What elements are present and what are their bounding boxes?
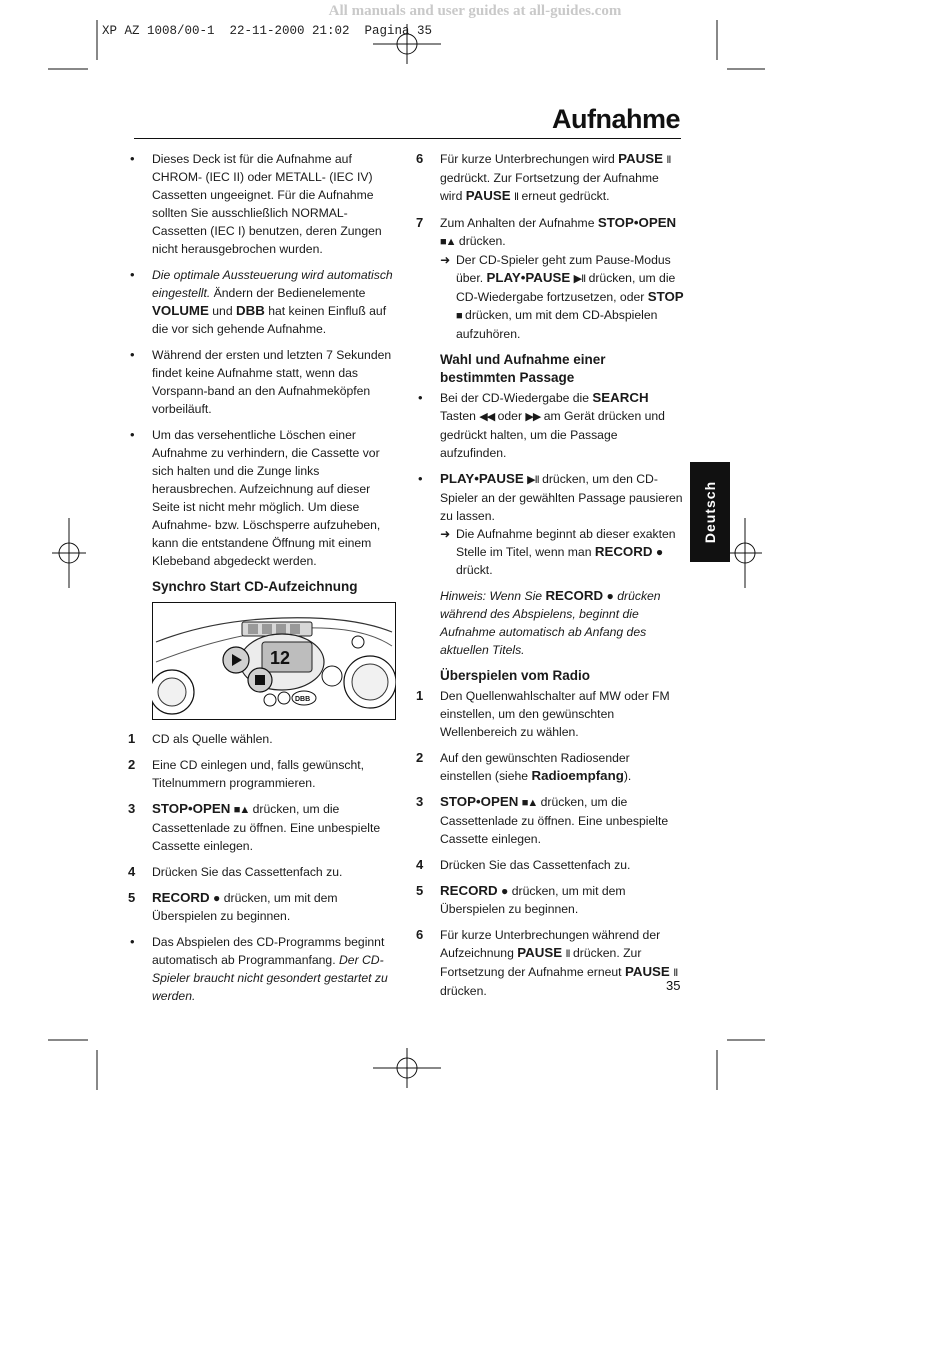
step-number: 5 (416, 883, 424, 898)
step-text: CD als Quelle wählen. (152, 732, 273, 746)
key-dbb: DBB (236, 303, 265, 318)
key-stop: STOP (647, 289, 684, 304)
bullet-text: drücken, um den CD-Spieler an der gewählten Passage pausieren zu lassen. (440, 472, 683, 523)
step-text: ). (623, 769, 632, 783)
print-slug: XP AZ 1008/00-1 22-11-2000 21:02 Pagina 35 (102, 24, 433, 38)
key-stop-open: STOP•OPEN (152, 801, 231, 816)
bullet-text: oder (494, 409, 526, 423)
step-text: drücken, um die Cassettenlade zu öffnen. Eine unbespielte Cassette einlegen. (440, 795, 669, 846)
list-item (416, 470, 684, 579)
step-item (416, 856, 684, 874)
step-number: 1 (416, 688, 424, 703)
step-item (416, 150, 684, 206)
key-pause: PAUSE (517, 945, 563, 960)
bullet-text: Bei der CD-Wiedergabe die (440, 391, 593, 405)
key-pause: PAUSE (624, 964, 670, 979)
bullet-marker: • (418, 390, 423, 405)
step-text: drücken, um mit dem Überspielen zu beginnen. (440, 884, 626, 916)
bullet-text: Um das versehentliche Löschen einer Aufnahme zu verhindern, die Cassette vor sich halten und die Zunge links herausbrechen. Aufzeichnung auf dieser Seite ist nicht mehr möglich. Um diese Aufnahme- bzw. Löschsperre aufzuheben, kann die entstandene Öffnung mit einem Klebeband abgedeckt werden. (152, 428, 381, 568)
section-heading-synchro: Synchro Start CD-Aufzeichnung (152, 579, 358, 594)
key-search: SEARCH (592, 390, 649, 405)
key-record: RECORD (152, 890, 210, 905)
step-text: gedrückt. Zur Fortsetzung der Aufnahme wird (440, 171, 659, 203)
step-item (416, 793, 684, 848)
stop-eject-icon: ■▲ (521, 797, 538, 809)
step-number: 2 (416, 750, 424, 765)
result-text: Der CD-Spieler geht zum Pause-Modus über. (456, 253, 671, 285)
stop-eject-icon: ■▲ (440, 236, 456, 248)
step-item (416, 749, 684, 785)
language-tab-label: Deutsch (702, 480, 718, 544)
result-text: drückt. (456, 563, 493, 577)
stop-icon: ■ (456, 310, 462, 322)
key-pause: PAUSE (465, 188, 511, 203)
bullet-text: am Gerät drücken und gedrückt halten, um die Passage aufzufinden. (440, 409, 665, 460)
step-text: Für kurze Unterbrechungen wird (440, 152, 619, 166)
list-item (416, 389, 684, 462)
bullet-text: Während der ersten und letzten 7 Sekunden findet keine Aufnahme statt, wenn das Vorspann-band an den Aufnahmeköpfen vorbeiläuft. (152, 348, 392, 416)
watermark: All manuals and user guides at all-guides.com (328, 3, 622, 19)
step-text: Drücken Sie das Cassettenfach zu. (440, 858, 631, 872)
stop-eject-icon: ■▲ (233, 804, 250, 816)
page-title: Aufnahme (551, 104, 680, 134)
step-text: erneut gedrückt. (518, 189, 610, 203)
search-forward-icon: ▶▶ (525, 411, 541, 423)
step-number: 3 (128, 801, 136, 816)
step-number: 4 (128, 864, 136, 879)
step-text: drücken. Zur Fortsetzung der Aufnahme erneut (440, 946, 642, 979)
result-note (440, 251, 684, 343)
right-column (416, 150, 684, 1008)
step-text: Auf den gewünschten Radiosender einstellen (siehe (440, 751, 630, 783)
step-item (128, 889, 396, 925)
hint-text: Hinweis: Wenn Sie (440, 589, 546, 603)
hint-text: drücken während des Abspielens, beginnt die Aufnahme automatisch ab Anfang des aktuellen Titels. (440, 589, 661, 657)
key-play-pause: PLAY•PAUSE (486, 270, 571, 285)
record-icon: ● (655, 545, 664, 559)
bullet-text: Ändern der Bedienelemente (210, 286, 366, 300)
step-text: Zum Anhalten der Aufnahme (440, 216, 598, 230)
bullet-text: Dieses Deck ist für die Aufnahme auf CHROM- (IEC II) oder METALL- (IEC IV) Cassetten ungeeignet. Für die Aufnahme sollten Sie ausschließlich NORMAL-Cassetten (IEC I) benutzen, deren Zungen nicht herausgebrochen wurden. (152, 152, 382, 256)
left-column (128, 150, 396, 1013)
key-record: RECORD (594, 544, 653, 559)
step-number: 4 (416, 857, 424, 872)
bullet-text: Tasten (440, 409, 480, 423)
list-item (128, 266, 396, 338)
record-icon: ● (606, 589, 614, 603)
list-item (128, 150, 396, 258)
section-heading-passage: Wahl und Aufnahme einer bestimmten Passage (440, 352, 606, 385)
step-item (416, 882, 684, 918)
play-pause-icon: ▶II (573, 273, 586, 285)
result-note (440, 525, 684, 579)
bullet-marker: • (130, 347, 135, 362)
list-item (128, 346, 396, 418)
key-play-pause: PLAY•PAUSE (440, 471, 524, 486)
step-text: Eine CD einlegen und, falls gewünscht, Titelnummern programmieren. (152, 758, 365, 790)
result-text: drücken, um die CD-Wiedergabe fortzusetzen, oder (456, 271, 676, 304)
step-number: 2 (128, 757, 136, 772)
search-back-icon: ◀◀ (479, 411, 495, 423)
bullet-text: hat keinen Einfluß auf die vor sich gehende Aufnahme. (152, 304, 387, 336)
record-icon: ● (501, 884, 509, 898)
bullet-italic-text: Der CD-Spieler braucht nicht gesondert gestartet zu werden. (152, 953, 388, 1003)
step-item (416, 926, 684, 1000)
bullet-marker: • (418, 471, 423, 486)
key-stop-open: STOP•OPEN (440, 794, 519, 809)
step-item (416, 687, 684, 741)
list-item (128, 933, 396, 1005)
figure-dbb-label: DBB (295, 696, 311, 703)
key-volume: VOLUME (152, 303, 209, 318)
arrow-icon: ➜ (440, 527, 451, 541)
key-stop-open: STOP•OPEN (597, 215, 677, 230)
step-item (416, 214, 684, 343)
bullet-marker: • (130, 934, 135, 949)
record-icon: ● (213, 891, 221, 905)
result-text: Die Aufnahme beginnt ab dieser exakten Stelle im Titel, wenn man (456, 527, 676, 559)
title-rule (134, 138, 681, 139)
bullet-text: Das Abspielen des CD-Programms beginnt automatisch ab Programmanfang. (152, 935, 385, 967)
bullet-marker: • (130, 427, 135, 442)
key-record: RECORD (545, 588, 604, 603)
bullet-marker: • (130, 151, 135, 166)
section-heading-radio: Überspielen vom Radio (440, 668, 591, 683)
step-number: 7 (416, 215, 424, 230)
hint-note (416, 587, 684, 659)
device-illustration (152, 602, 396, 720)
pause-icon: II (666, 154, 671, 166)
pause-icon: II (565, 948, 570, 960)
play-pause-icon: ▶II (527, 474, 539, 486)
step-text: Für kurze Unterbrechungen während der Aufzeichnung (440, 928, 661, 960)
step-number: 1 (128, 731, 136, 746)
step-text: drücken, um mit dem Überspielen zu beginnen. (152, 891, 338, 923)
figure-display: 12 (270, 648, 291, 668)
bullet-text: und (208, 304, 236, 318)
language-tab (690, 462, 730, 562)
bullet-italic-text: Die optimale Aussteuerung wird automatisch eingestellt. (152, 268, 393, 300)
step-text: Drücken Sie das Cassettenfach zu. (152, 865, 343, 879)
step-number: 5 (128, 890, 136, 905)
bullet-marker: • (130, 267, 135, 282)
step-text: drücken. (455, 234, 506, 248)
step-number: 6 (416, 151, 424, 166)
key-radioempfang: Radioempfang (531, 768, 624, 783)
result-text: drücken, um mit dem CD-Abspielen aufzuhören. (456, 308, 658, 341)
pause-icon: II (673, 967, 678, 979)
step-item (128, 730, 396, 748)
step-item (128, 756, 396, 792)
page-number: 35 (666, 978, 681, 993)
list-item (128, 426, 396, 570)
step-number: 6 (416, 927, 424, 942)
step-text: drücken, um die Cassettenlade zu öffnen. Eine unbespielte Cassette einlegen. (152, 802, 381, 853)
step-item (128, 800, 396, 855)
step-text: Den Quellenwahlschalter auf MW oder FM einstellen, um den gewünschten Wellenbereich zu wählen. (440, 689, 670, 739)
arrow-icon: ➜ (440, 253, 451, 267)
pause-icon: II (513, 191, 519, 203)
step-text: drücken. (440, 984, 487, 998)
key-record: RECORD (440, 883, 498, 898)
step-item (128, 863, 396, 881)
key-pause: PAUSE (618, 151, 663, 166)
step-number: 3 (416, 794, 424, 809)
